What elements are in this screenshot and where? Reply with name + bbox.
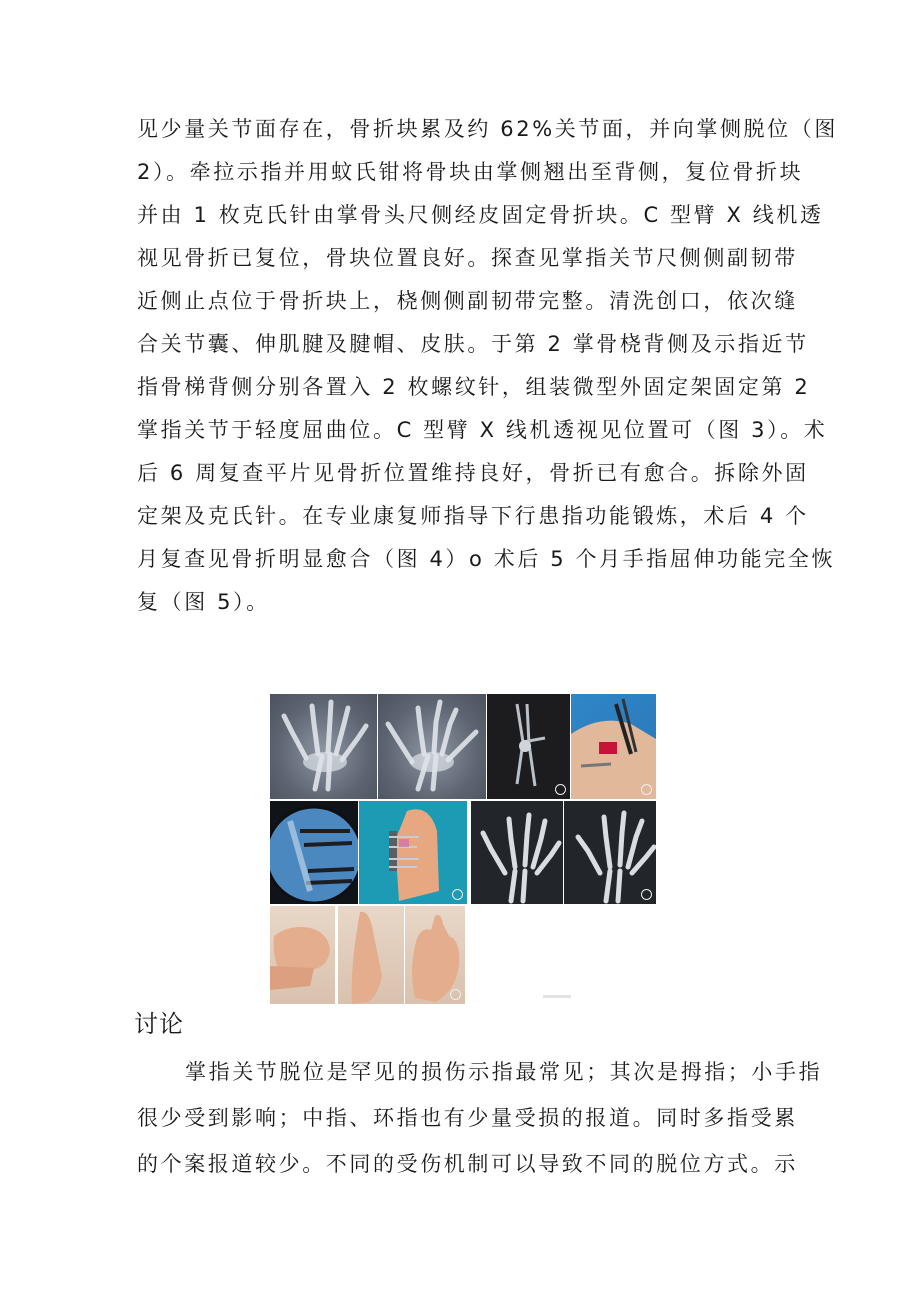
figure-panel-marker bbox=[641, 784, 652, 795]
text-line: 视见骨折已复位，骨块位置良好。探查见掌指关节尺侧侧副韧带 bbox=[137, 246, 798, 270]
section-heading: 讨论 bbox=[134, 1010, 184, 1038]
fist-photo bbox=[270, 906, 335, 1004]
text-line: 的个案报道较少。不同的受伤机制可以导致不同的脱位方式。示 bbox=[137, 1152, 798, 1176]
xray-followup-ap-image bbox=[471, 801, 563, 904]
text-line: 并由 1 枚克氏针由掌骨头尺侧经皮固定骨折块。C 型臂 X 线机透 bbox=[137, 203, 824, 227]
text-line: 掌指关节脱位是罕见的损伤示指最常见；其次是拇指；小手指 bbox=[185, 1060, 823, 1084]
external-fixator-photo bbox=[359, 801, 467, 904]
text-line: 复（图 5）。 bbox=[137, 590, 270, 614]
text-line: 月复查见骨折明显愈合（图 4）o 术后 5 个月手指屈伸功能完全恢 bbox=[137, 547, 836, 571]
text-line: 2）。牵拉示指并用蚊氏钳将骨块由掌侧翘出至背侧，复位骨折块 bbox=[137, 160, 804, 184]
text-line: 近侧止点位于骨折块上，桡侧侧副韧带完整。清洗创口，依次缝 bbox=[137, 289, 798, 313]
figure-panel-marker bbox=[641, 889, 652, 900]
fluoro-image bbox=[270, 801, 358, 904]
intraop-xray-image bbox=[487, 694, 570, 799]
extension-photo bbox=[338, 906, 404, 1004]
xray-followup-oblique-image bbox=[564, 801, 656, 904]
xray-ap-image bbox=[270, 694, 377, 799]
text-line: 后 6 周复查平片见骨折位置维持良好，骨折已有愈合。拆除外固 bbox=[137, 461, 809, 485]
figure-panel-marker bbox=[450, 989, 461, 1000]
text-line: 见少量关节面存在，骨折块累及约 62%关节面，并向掌侧脱位（图 bbox=[137, 117, 838, 141]
figure-panel-marker bbox=[555, 784, 566, 795]
figure-panel-marker bbox=[452, 889, 463, 900]
text-line: 很少受到影响；中指、环指也有少量受损的报道。同时多指受累 bbox=[137, 1106, 798, 1130]
xray-oblique-image bbox=[378, 694, 486, 799]
text-line: 指骨梯背侧分别各置入 2 枚螺纹针，组装微型外固定架固定第 2 bbox=[137, 375, 811, 399]
text-line: 定架及克氏针。在专业康复师指导下行患指功能锻炼，术后 4 个 bbox=[137, 504, 809, 528]
hand-dorsal-photo bbox=[405, 906, 465, 1004]
text-line: 掌指关节于轻度屈曲位。C 型臂 X 线机透视见位置可（图 3）。术 bbox=[137, 418, 828, 442]
figure-composite bbox=[270, 694, 656, 1004]
intraop-photo-image bbox=[571, 694, 656, 799]
scan-artifact bbox=[543, 995, 571, 998]
text-line: 合关节囊、伸肌腱及腱帽、皮肤。于第 2 掌骨桡背侧及示指近节 bbox=[137, 332, 809, 356]
